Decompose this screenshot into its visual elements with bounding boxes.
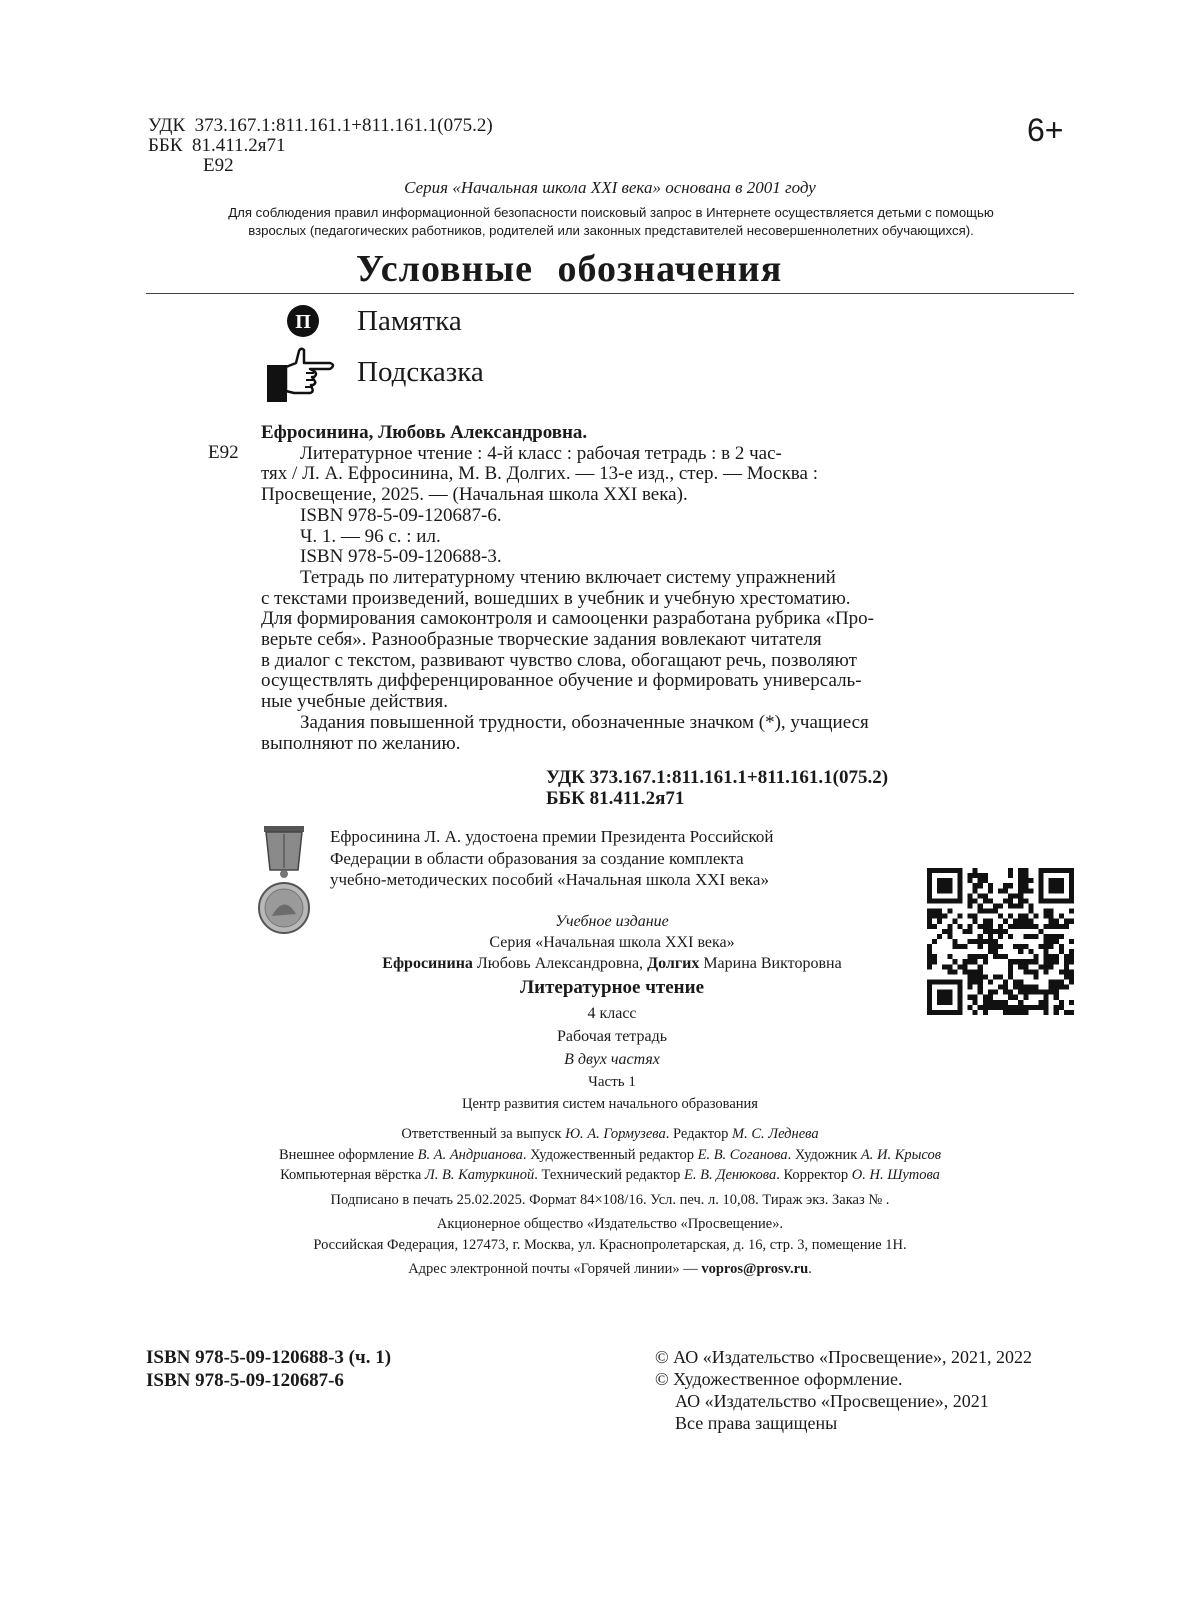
author1-name: Любовь Александровна, — [472, 955, 648, 972]
author-mark: Е92 — [203, 155, 234, 176]
credits-role: Ответственный за выпуск — [401, 1126, 566, 1142]
award-line: Ефросинина Л. А. удостоена премии Президента Российской — [330, 827, 774, 846]
author1-surname: Ефросинина — [382, 955, 473, 972]
pointing-hand-icon — [266, 347, 338, 403]
edition-series: Серия «Начальная школа XXI века» — [489, 934, 735, 951]
email-label: Адрес электронной почты «Горячей линии» — — [408, 1261, 702, 1277]
email-suffix: . — [808, 1261, 812, 1277]
credits-person: М. С. Леднева — [732, 1126, 819, 1142]
biblio-line: Ч. 1. — 96 с. : ил. — [300, 525, 441, 547]
legend-label-podskazka: Подсказка — [357, 356, 484, 388]
edition-authors — [332, 953, 892, 974]
credits-person: О. Н. Шутова — [851, 1167, 940, 1183]
biblio-line: ISBN 978-5-09-120688-3. — [300, 546, 502, 568]
edition-title: Литературное чтение — [519, 977, 705, 998]
bbk-label: ББК — [148, 135, 183, 156]
credits-role: . Редактор — [665, 1126, 733, 1142]
biblio-line: выполняют по желанию. — [261, 732, 461, 754]
biblio-line: Задания повышенной трудности, обозначенные значком (*), учащиеся — [300, 711, 869, 733]
bbk-value: 81.411.2я71 — [192, 135, 286, 156]
credits-line — [140, 1145, 1080, 1166]
edition-kind: Рабочая тетрадь — [556, 1028, 668, 1045]
print-signed: Подписано в печать 25.02.2025. Формат 84×108/16. Усл. печ. л. 10,08. Тираж экз. Заказ № . — [330, 1191, 890, 1208]
age-rating: 6+ — [1027, 112, 1064, 148]
credits-person: Е. В. Денюкова — [684, 1167, 777, 1183]
udk-label: УДК — [148, 115, 186, 136]
credits-role: Внешнее оформление — [278, 1146, 418, 1163]
biblio-line: Литературное чтение : 4-й класс : рабочая тетрадь : в 2 час- — [300, 442, 782, 464]
biblio-side-mark: Е92 — [208, 442, 239, 463]
legend-label-pamyatka: Памятка — [357, 305, 462, 337]
email-address: vopros@prosv.ru — [701, 1261, 809, 1277]
circle-letter-icon — [286, 304, 320, 338]
credits-line — [140, 1165, 1080, 1186]
copyright-line: © Художественное оформление. — [655, 1369, 903, 1389]
medal-icon — [258, 824, 310, 940]
biblio-author: Ефросинина, Любовь Александровна. — [261, 422, 588, 443]
biblio-bbk: ББК 81.411.2я71 — [546, 788, 685, 809]
credits-role: . Корректор — [776, 1167, 852, 1183]
series-note: Серия «Начальная школа XXI века» основана в 2001 году — [404, 178, 816, 197]
biblio-line: ные учебные действия. — [261, 691, 449, 713]
legend-rule — [146, 293, 1074, 294]
author2-surname: Долгих — [647, 955, 700, 972]
biblio-line: тях / Л. А. Ефросинина, М. В. Долгих. — 13-е изд., стер. — Москва : — [261, 463, 818, 485]
biblio-udk: УДК 373.167.1:811.161.1+811.161.1(075.2) — [546, 767, 889, 788]
isbn-set: ISBN 978-5-09-120687-6 — [146, 1370, 344, 1391]
safety-notice-line: взрослых (педагогических работников, родителей или законных представителей несовершеннолетних обучающихся). — [248, 223, 974, 238]
edition-center: Центр развития систем начального образования — [462, 1096, 758, 1112]
copyright-line: © АО «Издательство «Просвещение», 2021, 2022 — [655, 1347, 1032, 1367]
circle-letter: П — [295, 311, 311, 333]
award-line: учебно-методических пособий «Начальная школа XXI века» — [330, 870, 769, 889]
author2-name: Марина Викторовна — [699, 955, 842, 972]
publisher-address: Российская Федерация, 127473, г. Москва, ул. Краснопролетарская, д. 16, стр. 3, помещение 1Н. — [313, 1236, 907, 1253]
publisher-email-line — [140, 1259, 1080, 1280]
award-text — [330, 826, 773, 891]
biblio-line: с текстами произведений, вошедших в учебник и учебную хрестоматию. — [261, 587, 851, 609]
credits-person: В. А. Андрианова — [417, 1146, 523, 1163]
copyright-block — [655, 1346, 1032, 1434]
credits-role: . Технический редактор — [534, 1167, 685, 1183]
udk-value: 373.167.1:811.161.1+811.161.1(075.2) — [194, 115, 493, 136]
isbn-part: ISBN 978-5-09-120688-3 (ч. 1) — [146, 1347, 392, 1368]
biblio-line: осуществлять дифференцированное обучение и формировать универсаль- — [261, 670, 862, 692]
qr-code-icon — [927, 868, 1074, 1015]
biblio-line: верьте себя». Разнообразные творческие задания вовлекают читателя — [261, 629, 822, 651]
biblio-line: ISBN 978-5-09-120687-6. — [300, 504, 502, 526]
safety-notice — [150, 204, 1072, 240]
award-line: Федерации в области образования за создание комплекта — [330, 848, 744, 868]
credits-role: . Художник — [787, 1146, 861, 1163]
biblio-line: Тетрадь по литературному чтению включает систему упражнений — [300, 566, 836, 588]
publisher-block — [140, 1214, 1080, 1280]
credits-line — [140, 1124, 1080, 1145]
copyright-line: Все права защищены — [675, 1413, 838, 1433]
biblio-line: Для формирования самоконтроля и самооценки разработана рубрика «Про- — [261, 608, 875, 630]
edition-grade: 4 класс — [587, 1005, 637, 1022]
edition-parts: В двух частях — [564, 1051, 660, 1068]
copyright-line: АО «Издательство «Просвещение», 2021 — [675, 1391, 989, 1411]
credits-person: Ю. А. Гормузева — [565, 1126, 666, 1142]
biblio-line: в диалог с текстом, развивают чувство слова, обогащают речь, позволяют — [261, 649, 857, 671]
credits-block — [140, 1124, 1080, 1210]
biblio-record — [261, 423, 874, 754]
publisher-name: Акционерное общество «Издательство «Просвещение». — [436, 1216, 784, 1232]
credits-person: Е. В. Соганова — [697, 1146, 788, 1163]
credits-person: Л. В. Катуркиной — [424, 1167, 535, 1183]
edition-type: Учебное издание — [555, 913, 669, 930]
credits-role: Компьютерная вёрстка — [280, 1167, 425, 1183]
edition-part: Часть 1 — [588, 1074, 636, 1090]
credits-role: . Художественный редактор — [522, 1146, 698, 1163]
udk-line — [148, 116, 493, 136]
legend-title: Условные обозначения — [356, 248, 783, 290]
safety-notice-line: Для соблюдения правил информационной безопасности поисковый запрос в Интернете осуществляется детьми с помощью — [228, 205, 994, 220]
biblio-line: Просвещение, 2025. — (Начальная школа XXI века). — [261, 484, 688, 506]
credits-person: А. И. Крысов — [860, 1146, 942, 1163]
edition-block — [332, 911, 892, 1093]
bbk-line — [148, 136, 286, 156]
isbn-block — [146, 1346, 391, 1392]
